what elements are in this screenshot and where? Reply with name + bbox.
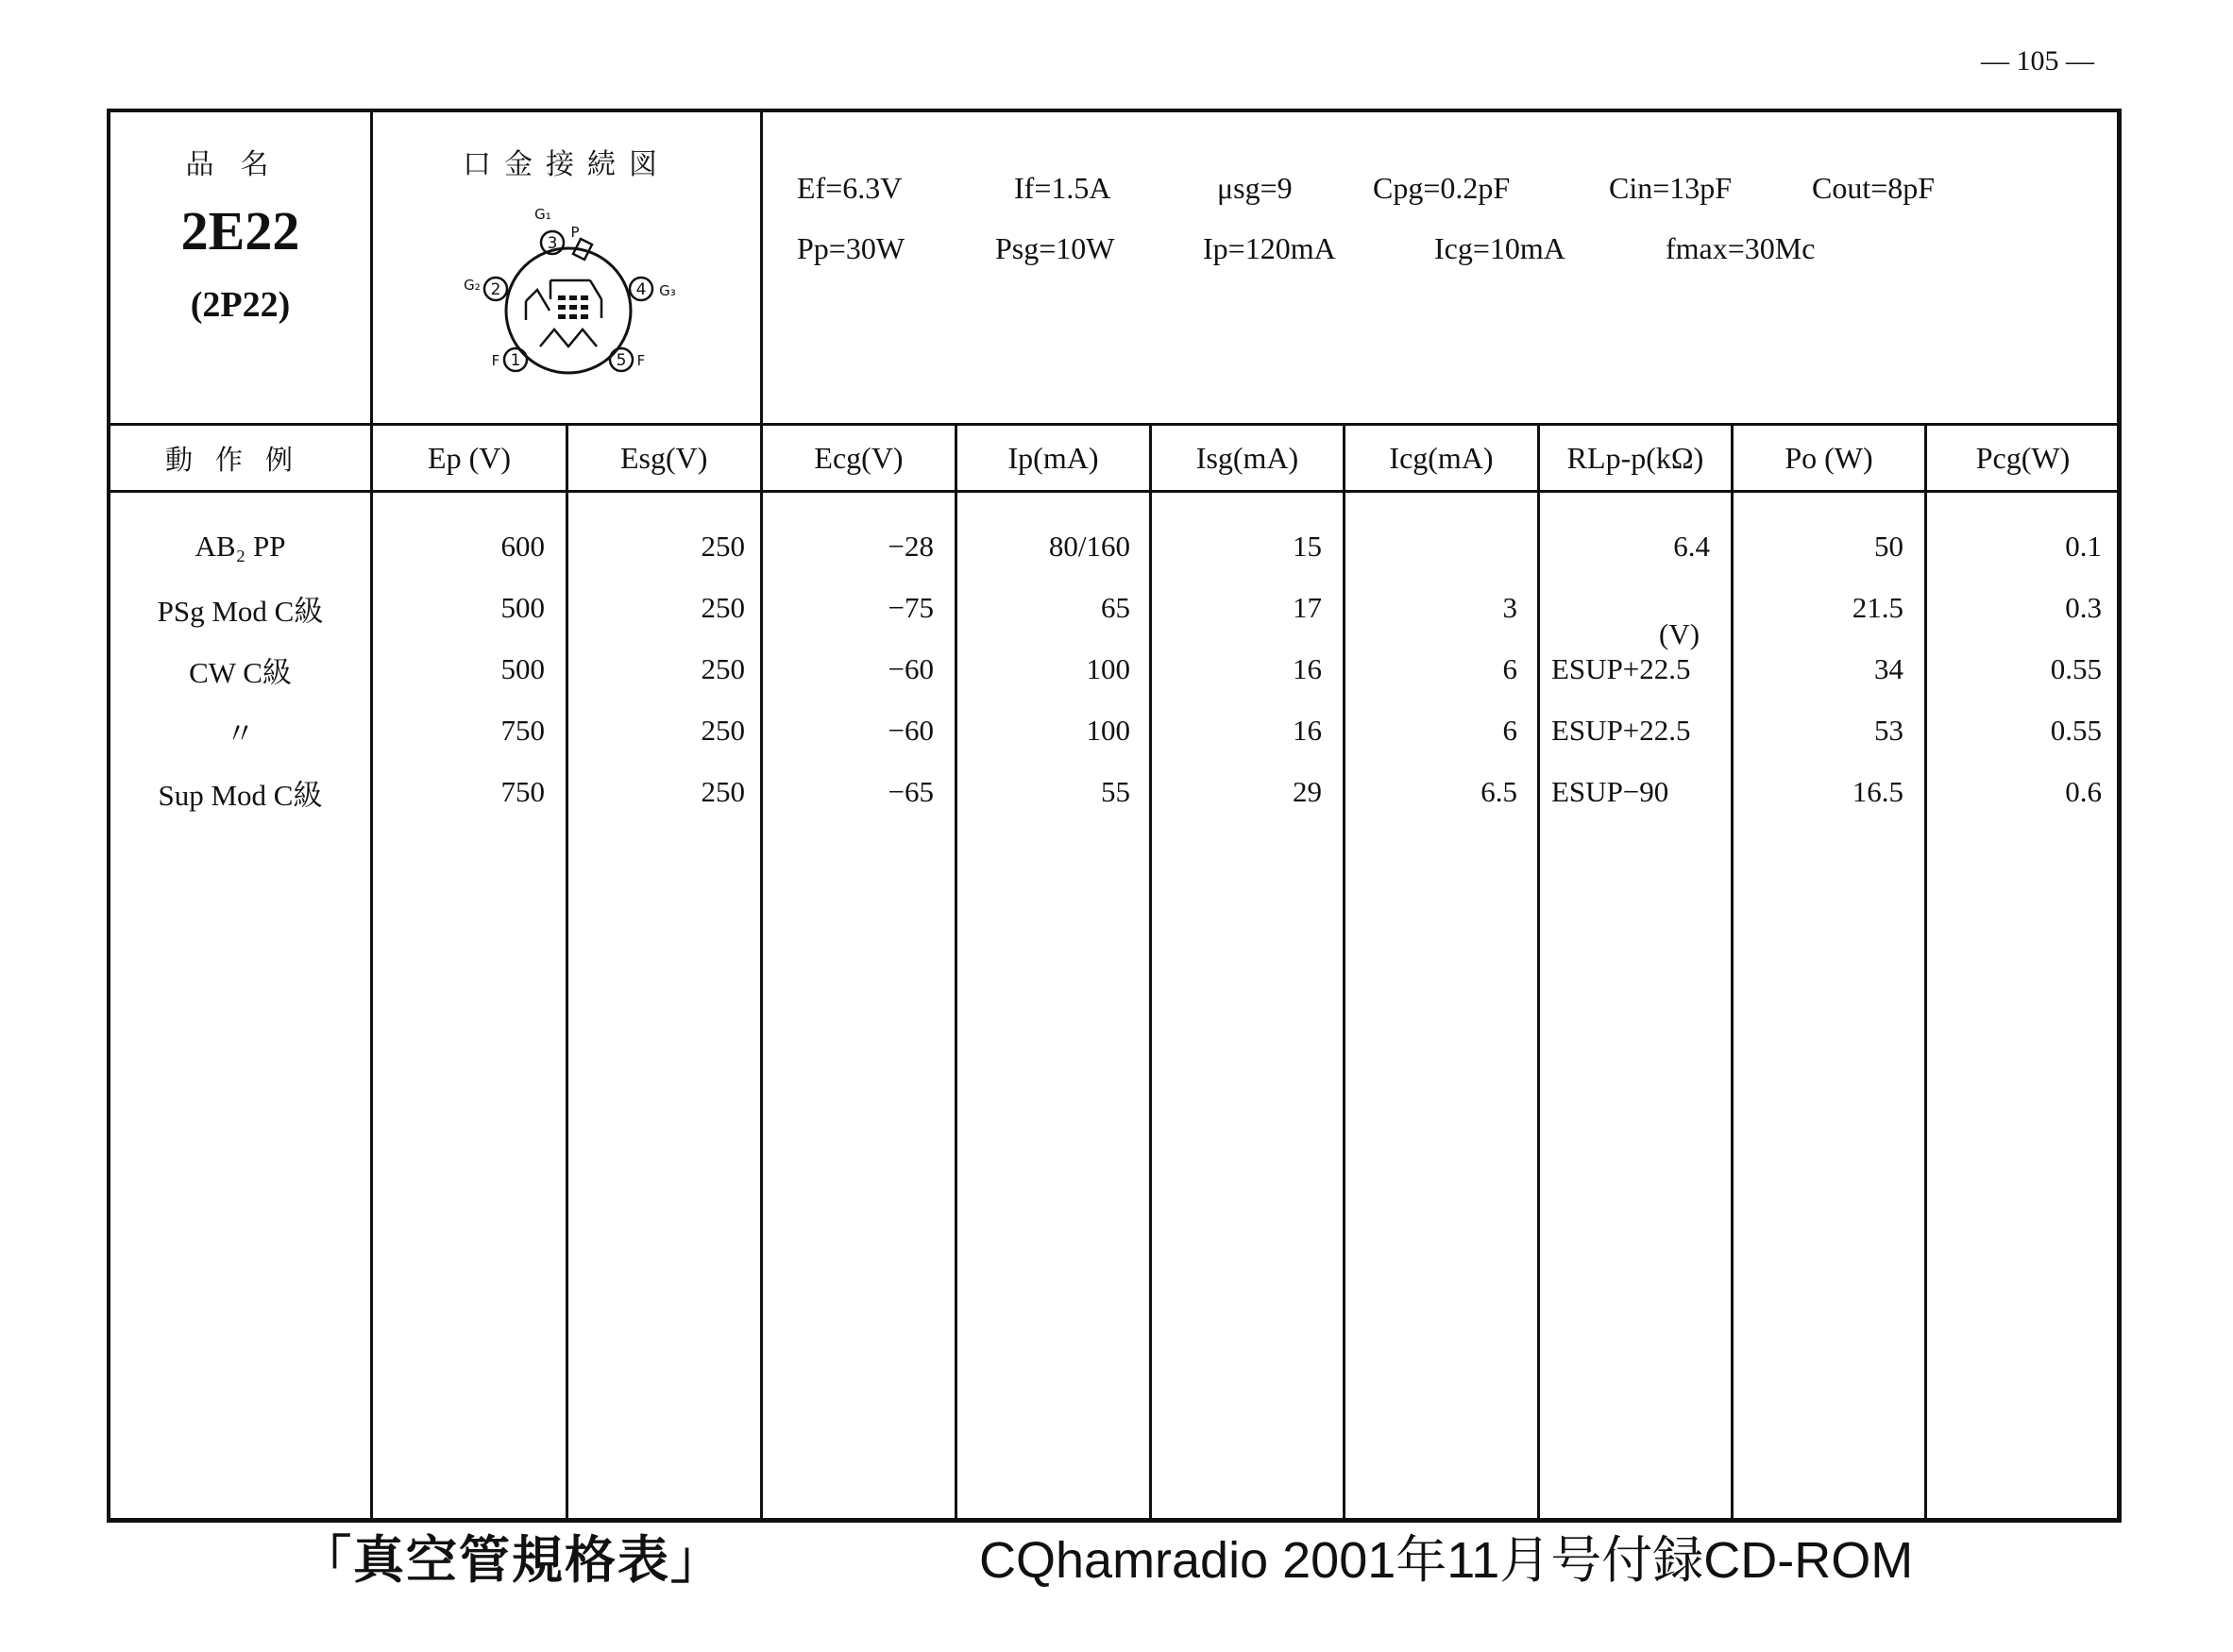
- pin-number: 5: [616, 351, 627, 370]
- table-cell: 6.4: [1673, 530, 1710, 563]
- operation-label: Sup Mod C級: [158, 778, 323, 812]
- table-cell: 34: [1874, 652, 1903, 685]
- tube-name: 2E22: [180, 200, 300, 261]
- table-cell: 0.55: [2050, 652, 2102, 685]
- column-header: Ip(mA): [1007, 440, 1099, 475]
- table-cell: 16: [1293, 652, 1322, 685]
- spec-value: Psg=10W: [995, 230, 1115, 265]
- spec-sheet: [107, 109, 2122, 1523]
- base-connection-diagram: [460, 188, 686, 433]
- table-cell: 53: [1874, 714, 1903, 747]
- table-cell: 0.55: [2050, 714, 2102, 747]
- column-header: Ecg(V): [814, 440, 904, 475]
- table-cell: 65: [1101, 591, 1130, 624]
- spec-value: Ef=6.3V: [797, 170, 903, 205]
- spec-row: [797, 218, 2100, 278]
- spec-value: Cin=13pF: [1609, 170, 1733, 205]
- spec-value: If=1.5A: [1014, 170, 1111, 205]
- page-number: — 105 —: [1981, 45, 2094, 76]
- table-cell: 16.5: [1852, 775, 1903, 808]
- spec-value: fmax=30Mc: [1666, 230, 1816, 265]
- pin-label: G₁: [534, 206, 551, 223]
- operation-label: AB₂ PP: [195, 530, 286, 563]
- table-cell: −65: [888, 775, 934, 808]
- spec-row: [797, 158, 2100, 218]
- table-cell: [1345, 518, 1517, 575]
- electrical-specs: [797, 158, 2100, 278]
- operation-label: CW C級: [189, 655, 292, 689]
- table-cell: 750: [500, 714, 545, 747]
- table-cell: 15: [1293, 530, 1322, 563]
- name-heading: 品名: [185, 148, 296, 181]
- table-cell: 100: [1086, 714, 1130, 747]
- table-cell: 29: [1293, 775, 1322, 808]
- table-row: [110, 764, 2117, 820]
- spec-value: Ip=120mA: [1203, 230, 1336, 265]
- table-cell: 100: [1086, 652, 1130, 685]
- table-cell: 55: [1101, 775, 1130, 808]
- column-header: Ep (V): [428, 440, 511, 475]
- pin-number: 2: [490, 280, 501, 299]
- table-cell: 17: [1293, 591, 1322, 624]
- table-cell: 500: [500, 591, 545, 624]
- spec-value: μsg=9: [1217, 170, 1293, 205]
- table-cell: 500: [500, 652, 545, 685]
- table-cell: ESUP+22.5: [1551, 714, 1691, 747]
- table-cell: −75: [888, 591, 934, 624]
- table-cell: 3: [1502, 591, 1517, 624]
- column-header: Icg(mA): [1389, 440, 1494, 475]
- table-row: [110, 702, 2117, 759]
- table-cell: −28: [888, 530, 934, 563]
- spec-value: Cpg=0.2pF: [1373, 170, 1511, 205]
- unit-note: (V): [1659, 617, 1700, 650]
- table-cell: ESUP+22.5: [1551, 652, 1691, 685]
- pin-label: P: [570, 224, 580, 241]
- column-header: 動作例: [164, 443, 315, 476]
- column-header: Esg(V): [620, 440, 708, 475]
- table-cell: 21.5: [1852, 591, 1903, 624]
- table-cell: 6: [1502, 714, 1517, 747]
- table-cell: 16: [1293, 714, 1322, 747]
- table-cell: 250: [701, 714, 745, 747]
- column-header: Pcg(W): [1975, 440, 2071, 475]
- operation-label: 〃: [226, 716, 255, 750]
- table-cell: 50: [1874, 530, 1903, 563]
- table-cell: 250: [701, 652, 745, 685]
- table-cell: 0.3: [2065, 591, 2102, 624]
- column-header: Po (W): [1785, 440, 1873, 475]
- table-header: [110, 425, 2117, 491]
- table-cell: [1540, 580, 1710, 636]
- pin-number: 3: [547, 234, 558, 253]
- table-cell: 600: [500, 530, 545, 563]
- table-cell: 750: [500, 775, 545, 808]
- pin-label: F: [636, 352, 646, 369]
- table-cell: 0.6: [2065, 775, 2102, 808]
- table-cell: 80/160: [1048, 530, 1130, 563]
- footer-source: CQhamradio 2001年11月号付録CD-ROM: [979, 1532, 1914, 1589]
- table-cell: 6.5: [1480, 775, 1517, 808]
- base-diagram-heading: 口金接続図: [463, 148, 670, 181]
- table-cell: −60: [888, 652, 934, 685]
- table-row: [110, 518, 2117, 575]
- pin-label: G₃: [659, 282, 676, 299]
- table-cell: 250: [701, 775, 745, 808]
- table-cell: 0.1: [2065, 530, 2102, 563]
- table-row: [110, 641, 2117, 698]
- table-cell: 6: [1502, 652, 1517, 685]
- table-row: [110, 580, 2117, 636]
- table-cell: 250: [701, 591, 745, 624]
- footer-title: 「真空管規格表」: [300, 1530, 723, 1590]
- table-cell: ESUP−90: [1551, 775, 1669, 808]
- alt-tube-name: (2P22): [190, 285, 291, 325]
- table-cell: −60: [888, 714, 934, 747]
- table-cell: 250: [701, 530, 745, 563]
- operation-label: PSg Mod C級: [157, 594, 324, 628]
- column-header: Isg(mA): [1195, 440, 1299, 475]
- pin-label: F: [491, 352, 500, 369]
- pin-label: G₂: [464, 277, 481, 294]
- spec-value: Pp=30W: [797, 230, 905, 265]
- spec-value: Icg=10mA: [1434, 230, 1565, 265]
- spec-value: Cout=8pF: [1812, 170, 1936, 205]
- pin-number: 4: [635, 280, 647, 299]
- column-header: RLp-p(kΩ): [1566, 440, 1704, 475]
- pin-number: 1: [510, 351, 521, 370]
